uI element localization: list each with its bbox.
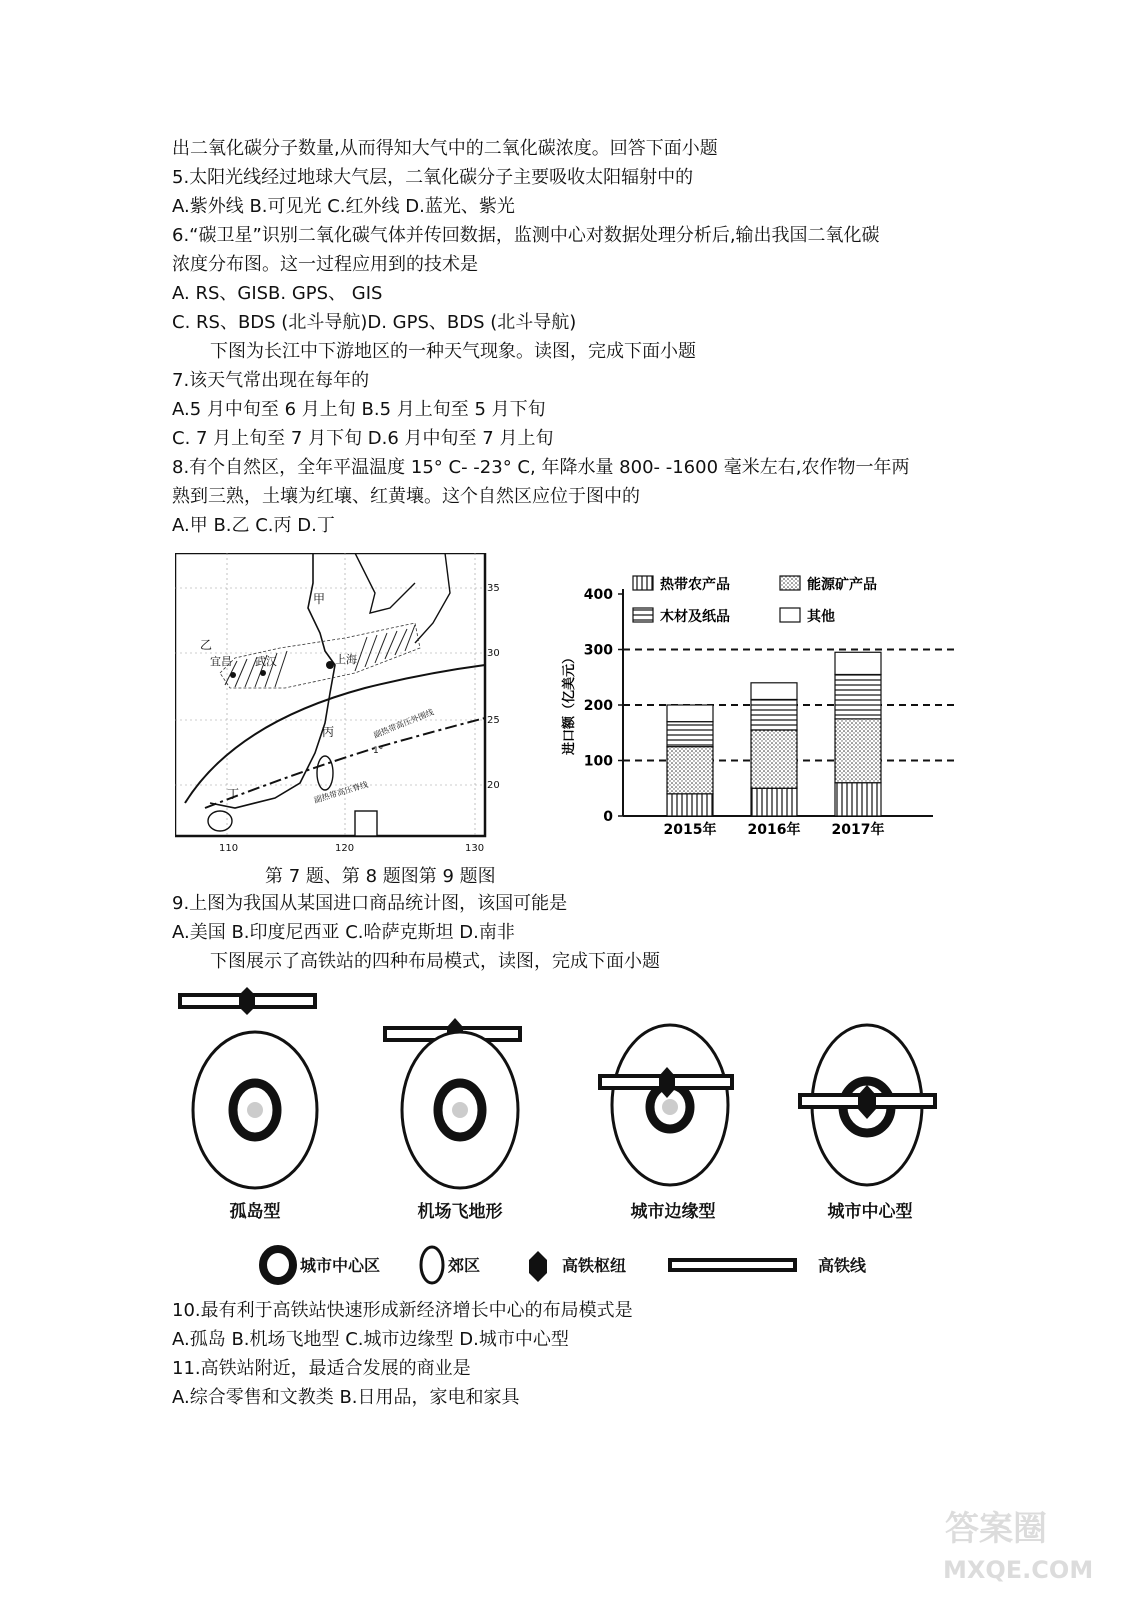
label-bing: 丙 xyxy=(322,725,335,739)
question-9: 9.上图为我国从某国进口商品统计图，该国可能是 xyxy=(172,893,568,914)
intro-7: 下图为长江中下游地区的一种天气现象。读图，完成下面小题 xyxy=(210,341,696,362)
chart-legend xyxy=(633,576,877,625)
layout-legend xyxy=(263,1247,867,1283)
label-outer-line: 副热带高压外围线 xyxy=(372,707,436,740)
figure-caption: 第 7 题、第 8 题图第 9 题图 xyxy=(265,866,496,887)
lon-120: 120 xyxy=(335,843,355,853)
options-7b: C. 7 月上旬至 7 月下旬 D.6 月中旬至 7 月上旬 xyxy=(172,428,554,449)
chart-bars xyxy=(664,652,885,838)
legend-label: 其他 xyxy=(807,609,835,625)
legend-swatch xyxy=(780,576,800,590)
layout-city-center xyxy=(800,1025,935,1185)
bar-segment xyxy=(667,705,713,722)
legend-swatch xyxy=(633,576,653,590)
legend-hsr-line: 高铁线 xyxy=(818,1256,867,1275)
label-shanghai: 上海 xyxy=(335,653,357,666)
y-tick-label: 400 xyxy=(583,587,613,603)
question-8: 8.有个自然区，全年平温温度 15° C- -23° C, 年降水量 800- -1600 毫米左右,农作物一年两 xyxy=(172,457,910,478)
legend-label: 木材及纸品 xyxy=(660,609,730,625)
legend-swatch xyxy=(780,608,800,622)
options-7a: A.5 月中旬至 6 月上旬 B.5 月上旬至 5 月下旬 xyxy=(172,399,546,420)
lon-110: 110 xyxy=(219,843,239,853)
legend-suburb: 郊区 xyxy=(448,1256,481,1275)
luzon xyxy=(355,811,377,836)
y-tick-label: 100 xyxy=(583,753,613,770)
y-tick-label: 300 xyxy=(583,642,613,659)
options-9: A.美国 B.印度尼西亚 C.哈萨克斯坦 D.南非 xyxy=(172,922,515,943)
legend-swatch xyxy=(633,608,653,622)
lat-30: 30 xyxy=(487,648,500,659)
lon-130: 130 xyxy=(465,843,485,853)
options-5: A.紫外线 B.可见光 C.红外线 D.蓝光、紫光 xyxy=(172,196,515,217)
label-yichang: 宜昌 xyxy=(210,655,232,668)
options-8: A.甲 B.乙 C.丙 D.丁 xyxy=(172,515,335,536)
question-5: 5.太阳光线经过地球大气层，二氧化碳分子主要吸收太阳辐射中的 xyxy=(172,167,694,188)
question-8-cont: 熟到三熟，土壤为红壤、红黄壤。这个自然区应位于图中的 xyxy=(172,486,640,507)
bar-segment xyxy=(667,722,713,747)
layout-isolated xyxy=(180,987,317,1188)
label-airport-enclave: 机场飞地形 xyxy=(417,1202,503,1222)
lat-20: 20 xyxy=(487,780,500,791)
hsr-layout-diagram xyxy=(170,985,950,1285)
y-axis-label: 进口额（亿美元） xyxy=(562,650,577,756)
shanghai-dot xyxy=(326,661,334,669)
lat-25: 25 xyxy=(487,715,500,726)
legend-label: 能源矿产品 xyxy=(807,577,877,593)
layout-city-edge xyxy=(600,1025,732,1185)
site-watermark xyxy=(935,1500,1110,1585)
bar-segment xyxy=(835,719,881,783)
legend-hsr-hub: 高铁枢纽 xyxy=(562,1256,627,1275)
bar-segment xyxy=(751,699,797,730)
text-line: 出二氧化碳分子数量,从而得知大气中的二氧化碳浓度。回答下面小题 xyxy=(172,138,718,159)
label-jia: 甲 xyxy=(313,592,326,606)
label-small: 1° xyxy=(373,746,384,756)
watermark-cn: 答案圈 xyxy=(945,1509,1047,1549)
bar-segment xyxy=(835,652,881,674)
yichang-dot xyxy=(230,672,236,678)
bar-segment xyxy=(835,783,881,816)
legend-city-core: 城市中心区 xyxy=(300,1256,381,1275)
question-10: 10.最有利于高铁站快速形成新经济增长中心的布局模式是 xyxy=(172,1300,633,1321)
label-ding: 丁 xyxy=(227,787,240,801)
options-10: A.孤岛 B.机场飞地型 C.城市边缘型 D.城市中心型 xyxy=(172,1329,569,1350)
label-isolated: 孤岛型 xyxy=(229,1202,281,1222)
y-tick-label: 200 xyxy=(583,698,613,714)
question-6: 6.“碳卫星”识别二氧化碳气体并传回数据，监测中心对数据处理分析后,输出我国二氧化碳 xyxy=(172,225,880,246)
x-tick-label: 2017年 xyxy=(831,822,885,838)
bar-segment xyxy=(751,788,797,816)
lat-35: 35 xyxy=(487,583,500,594)
watermark-en: MXQE.COM xyxy=(943,1556,1094,1584)
question-6-cont: 浓度分布图。这一过程应用到的技术是 xyxy=(172,254,478,275)
options-11: A.综合零售和文教类 B.日用品，家电和家具 xyxy=(172,1387,520,1408)
weather-map xyxy=(175,553,505,853)
legend-label: 热带农产品 xyxy=(660,577,730,593)
label-ridge-line: 副热带高压脊线 xyxy=(312,779,370,805)
x-tick-label: 2015年 xyxy=(663,822,717,838)
bar-segment xyxy=(667,747,713,794)
question-7: 7.该天气常出现在每年的 xyxy=(172,370,370,391)
bar-segment xyxy=(751,730,797,788)
bar-segment xyxy=(667,794,713,816)
options-6b: C. RS、BDS (北斗导航)D. GPS、BDS (北斗导航) xyxy=(172,312,577,333)
label-city-edge: 城市边缘型 xyxy=(630,1202,716,1222)
layout-airport-enclave xyxy=(385,1018,520,1188)
wuhan-dot xyxy=(260,670,266,676)
label-city-center: 城市中心型 xyxy=(827,1202,913,1222)
import-bar-chart xyxy=(555,558,955,848)
intro-10: 下图展示了高铁站的四种布局模式，读图，完成下面小题 xyxy=(210,951,660,972)
x-tick-label: 2016年 xyxy=(747,822,801,838)
bar-segment xyxy=(835,674,881,718)
bar-segment xyxy=(751,683,797,700)
y-tick-label: 0 xyxy=(603,809,613,825)
label-wuhan: 武汉 xyxy=(255,655,277,668)
question-11: 11.高铁站附近，最适合发展的商业是 xyxy=(172,1358,471,1379)
label-yi: 乙 xyxy=(200,638,213,652)
options-6a: A. RS、GISB. GPS、 GIS xyxy=(172,283,383,304)
